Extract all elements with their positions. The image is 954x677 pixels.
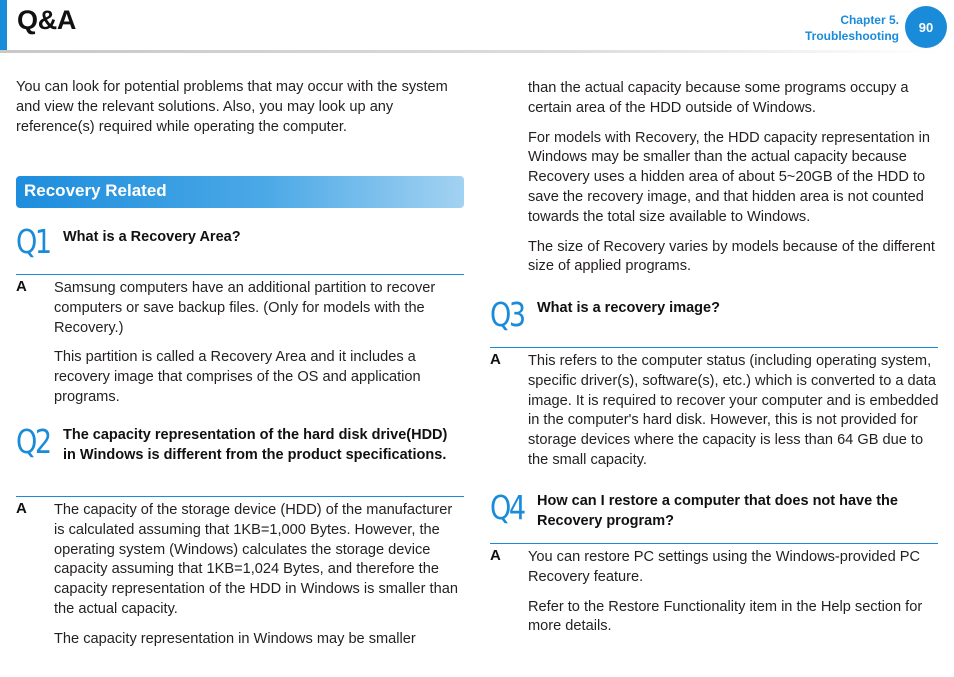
q1-answer (54, 279, 464, 418)
intro-text: You can look for potential problems that may occur with the system and view the relevant solutions. Also, you may look up any reference(s) required while operating the computer. (16, 79, 448, 135)
q4-answer-paragraph: Refer to the Restore Functionality item in the Help section for more details. (528, 598, 923, 635)
q3-question: What is a recovery image? (537, 300, 720, 316)
header-divider (0, 50, 940, 53)
q2-answer-paragraph: The capacity of the storage device (HDD) of the manufacturer is calculated assuming that 1KB=1,000 Bytes. However, the operating system (Windows) calculates the storage device capacity assuming that 1KB=1,024 Bytes, and therefore the capacity representation of the HDD in Windows is smaller than the actual capacity. (54, 502, 458, 617)
chapter-number: Chapter 5. (840, 13, 899, 27)
q3-mark: Q3 (490, 295, 524, 334)
q2-answer-paragraph: For models with Recovery, the HDD capacity representation in Windows may be smaller than the actual capacity because Recovery uses a hidden area of about 5~20GB of the HDD to save the recovery image, and that hidden area is not counted towards the total size available to Windows. (528, 129, 931, 225)
section-title: Recovery Related (24, 181, 167, 200)
q2-answer-paragraph: The size of Recovery varies by models because of the different size of applied programs. (528, 238, 935, 275)
q3-answer-label: A (490, 351, 501, 368)
q2-mark: Q2 (16, 422, 50, 461)
q1-answer-paragraph: This partition is called a Recovery Area and it includes a recovery image that comprises of the OS and application programs. (54, 349, 421, 405)
q1-answer-label: A (16, 278, 27, 295)
q2-answer-paragraph: The capacity representation in Windows may be smaller (54, 630, 416, 647)
q2-answer-continued (528, 79, 940, 287)
chapter-name: Troubleshooting (805, 29, 899, 43)
q4-divider (490, 543, 938, 544)
q2-answer-paragraph: than the actual capacity because some programs occupy a certain area of the HDD outside of Windows. (528, 80, 909, 116)
q3-answer-paragraph: This refers to the computer status (including operating system, specific driver(s), software(s), etc.) which is converted to a data image. It is required to recover your computer and is embedded in the computer's hard disk. However, this is not provided for storage devices where the capacity is less than 64 GB due to the small capacity. (528, 353, 939, 468)
q4-answer (528, 548, 940, 647)
q2-question: The capacity representation of the hard disk drive(HDD) in Windows is different from the product specifications. (63, 427, 448, 463)
q1-answer-paragraph: Samsung computers have an additional partition to recover computers or save backup files. (Only for models with the Recovery.) (54, 280, 436, 336)
q1-divider (16, 274, 464, 275)
q2-answer (54, 501, 464, 660)
q3-divider (490, 347, 938, 348)
page-number-badge: 90 (905, 6, 947, 48)
q1-mark: Q1 (16, 222, 50, 261)
header-accent-bar (0, 0, 7, 51)
q4-answer-label: A (490, 547, 501, 564)
page-title: Q&A (17, 5, 77, 35)
q2-divider (16, 496, 464, 497)
q3-answer (528, 352, 940, 481)
section-header (16, 176, 464, 208)
left-column (16, 78, 464, 137)
q2-answer-label: A (16, 500, 27, 517)
chapter-label (805, 12, 899, 44)
q4-answer-paragraph: You can restore PC settings using the Windows-provided PC Recovery feature. (528, 549, 921, 585)
q4-mark: Q4 (490, 488, 524, 527)
q4-question: How can I restore a computer that does not have the Recovery program? (537, 493, 898, 529)
q1-question: What is a Recovery Area? (63, 229, 241, 245)
